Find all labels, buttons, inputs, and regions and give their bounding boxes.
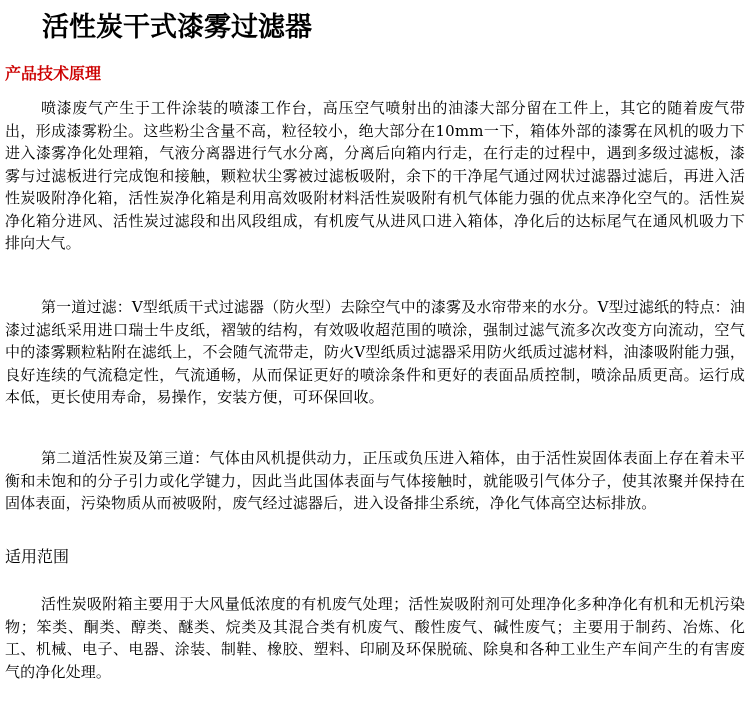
page-title: 活性炭干式漆雾过滤器 — [42, 12, 312, 43]
paragraph-scope: 活性炭吸附箱主要用于大风量低浓度的有机废气处理；活性炭吸附剂可处理净化多种净化有机和无机污染物；笨类、酮类、醇类、醚类、烷类及其混合类有机废气、酸性废气、碱性废气；主要用于制药、冶炼、化工、机械、电子、电器、涂装、制鞋、橡胶、塑料、印刷及环保脱硫、除臭和各种工业生产车间产生的有害废气的净化处理。 — [5, 595, 745, 681]
section-heading-scope: 适用范围 — [5, 547, 70, 566]
paragraph-second-third-filter: 第二道活性炭及第三道：气体由风机提供动力，正压或负压进入箱体，由于活性炭固体表面上存在着未平衡和未饱和的分子引力或化学键力，因此当此国体表面与气体接触时，就能吸引气体分子，使其浓聚并保持在固体表面，污染物质从而被吸附，废气经过滤器后，进入设备排尘系统，净化气体高空达标排放。 — [5, 449, 745, 512]
paragraph-first-filter: 第一道过滤：V型纸质干式过滤器（防火型）去除空气中的漆雾及水帘带来的水分。V型过滤纸的特点：油漆过滤纸采用进口瑞士牛皮纸，褶皱的结构，有效吸收超范围的喷涂，强制过滤气流多次改变方向流动，空气中的漆雾颗粒粘附在滤纸上，不会随气流带走，防火V型纸质过滤器采用防火纸质过滤材料，油漆吸附能力强，良好连续的气流稳定性，气流通畅，从而保证更好的喷涂条件和更好的表面品质控制，喷涂品质更高。运行成本低，更长使用寿命，易操作，安装方便，可环保回收。 — [5, 298, 745, 406]
paragraph-principle: 喷漆废气产生于工件涂装的喷漆工作台，高压空气喷射出的油漆大部分留在工件上，其它的随着废气带出，形成漆雾粉尘。这些粉尘含量不高，粒径较小，绝大部分在10mm一下，箱体外部的漆雾在风机的吸力下进入漆雾净化处理箱，气液分离器进行气水分离，分离后向箱内行走，在行走的过程中，遇到多级过滤板，漆雾与过滤板进行完成饱和接触，颗粒状尘雾被过滤板吸附，余下的干净尾气通过网状过滤器过滤后，再进入活性炭吸附净化箱，活性炭净化箱是利用高效吸附材料活性炭吸附有机气体能力强的优点来净化空气的。活性炭净化箱分进风、活性炭过滤段和出风段组成，有机废气从进风口进入箱体，净化后的达标尾气在通风机吸力下排向大气。 — [5, 99, 745, 252]
section-heading-technical-principle: 产品技术原理 — [5, 64, 102, 83]
